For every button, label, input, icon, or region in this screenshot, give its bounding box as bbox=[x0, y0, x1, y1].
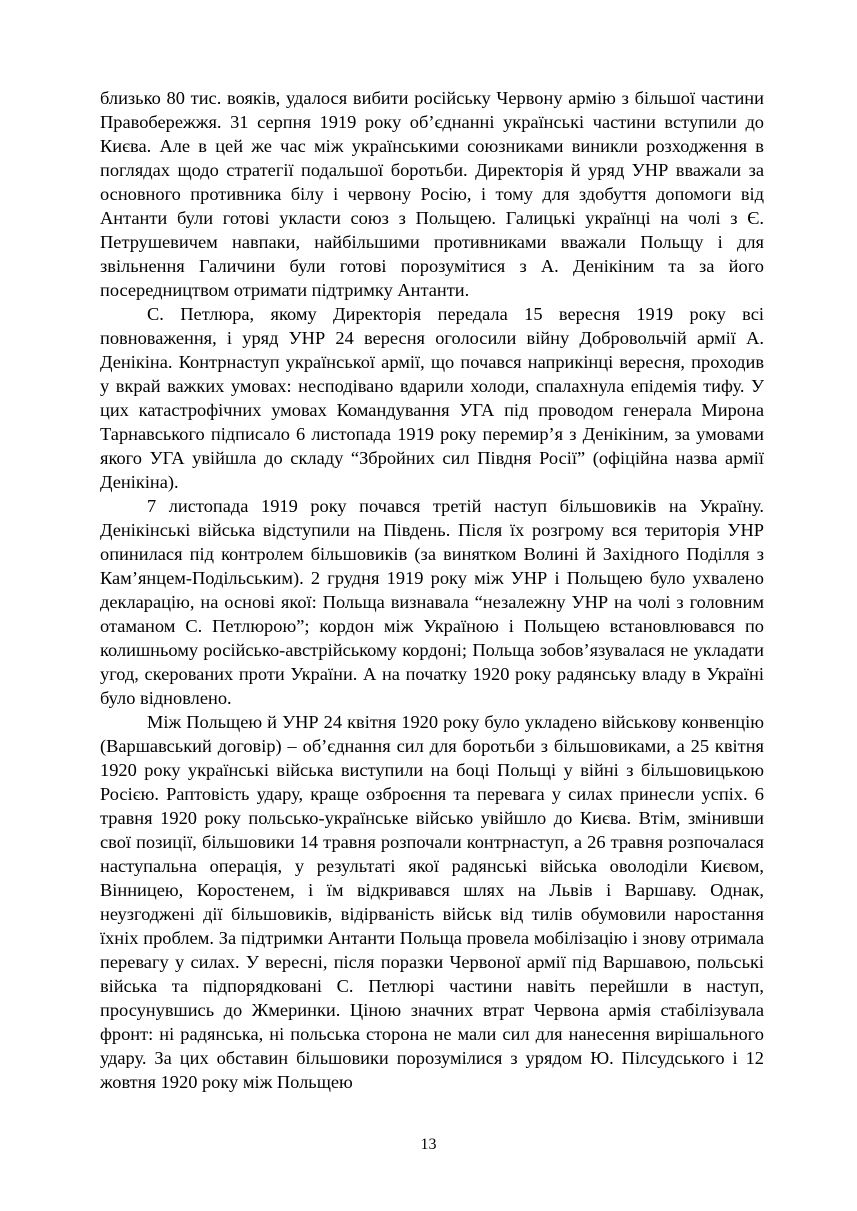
body-text bbox=[100, 86, 764, 1094]
paragraph-continuation: близько 80 тис. вояків, удалося вибити російську Червону армію з більшої частини Правобережжя. 31 серпня 1919 року об’єднанні українські частини вступили до Києва. Але в цей же час між українськими союзниками виникли розходження в поглядах щодо стратегії подальшої боротьби. Директорія й уряд УНР вважали за основного противника білу і червону Росію, і тому для здобуття допомоги від Антанти були готові укласти союз з Польщею. Галицькі українці на чолі з Є. Петрушевичем навпаки, найбільшими противниками вважали Польщу і для звільнення Галичини були готові порозумітися з А. Денікіним та за його посередництвом отримати підтримку Антанти. bbox=[100, 88, 764, 300]
paragraph-third-bolshevik-offensive: 7 листопада 1919 року почався третій наступ більшовиків на Україну. Денікінські війська відступили на Південь. Після їх розгрому вся територія УНР опинилася під контролем більшовиків (за винятком Волині й Західного Поділля з Кам’янцем-Подільським). 2 грудня 1919 року між УНР і Польщею було ухвалено декларацію, на основі якої: Польща визнавала “незалежну УНР на чолі з головним отаманом С. Петлюрою”; кордон між Україною і Польщею встановлювався по колишньому російсько-австрійському кордоні; Польща зобов’язувалася не укладати угод, скерованих проти України. А на початку 1920 року радянську владу в Україні було відновлено. bbox=[100, 496, 764, 708]
paragraph-petliura-war-declaration: С. Петлюра, якому Директорія передала 15 вересня 1919 року всі повноваження, і уряд УНР 24 вересня оголосили війну Добровольчій армії А. Денікіна. Контрнаступ української армії, що почався наприкінці вересня, проходив у вкрай важких умовах: несподівано вдарили холоди, спалахнула епідемія тифу. У цих катастрофічних умовах Командування УГА під проводом генерала Мирона Тарнавського підписало 6 листопада 1919 року перемир’я з Денікіним, за умовами якого УГА увійшла до складу “Збройних сил Півдня Росії” (офіційна назва армії Денікіна). bbox=[100, 304, 764, 492]
paragraph-warsaw-treaty: Між Польщею й УНР 24 квітня 1920 року було укладено військову конвенцію (Варшавський договір) – об’єднання сил для боротьби з більшовиками, а 25 квітня 1920 року українські війська виступили на боці Польщі у війні з більшовицькою Росією. Раптовість удару, краще озброєння та перевага у силах принесли успіх. 6 травня 1920 року польсько-українське військо увійшло до Києва. Втім, змінивши свої позиції, більшовики 14 травня розпочали контрнаступ, а 26 травня розпочалася наступальна операція, у результаті якої радянські війська оволоділи Києвом, Вінницею, Коростенем, і їм відкривався шлях на Львів і Варшаву. Однак, неузгоджені дії більшовиків, відірваність військ від тилів обумовили наростання їхніх проблем. За підтримки Антанти Польща провела мобілізацію і знову отримала перевагу у силах. У вересні, після поразки Червоної армії під Варшавою, польські війська та підпорядковані С. Петлюрі частини навіть перейшли в наступ, просунувшись до Жмеринки. Ціною значних втрат Червона армія стабілізувала фронт: ні радянська, ні польська сторона не мали сил для нанесення вирішального удару. За цих обставин більшовики порозумілися з урядом Ю. Пілсудського і 12 жовтня 1920 року між Польщею bbox=[100, 712, 764, 1092]
page-number: 13 bbox=[420, 1136, 437, 1153]
